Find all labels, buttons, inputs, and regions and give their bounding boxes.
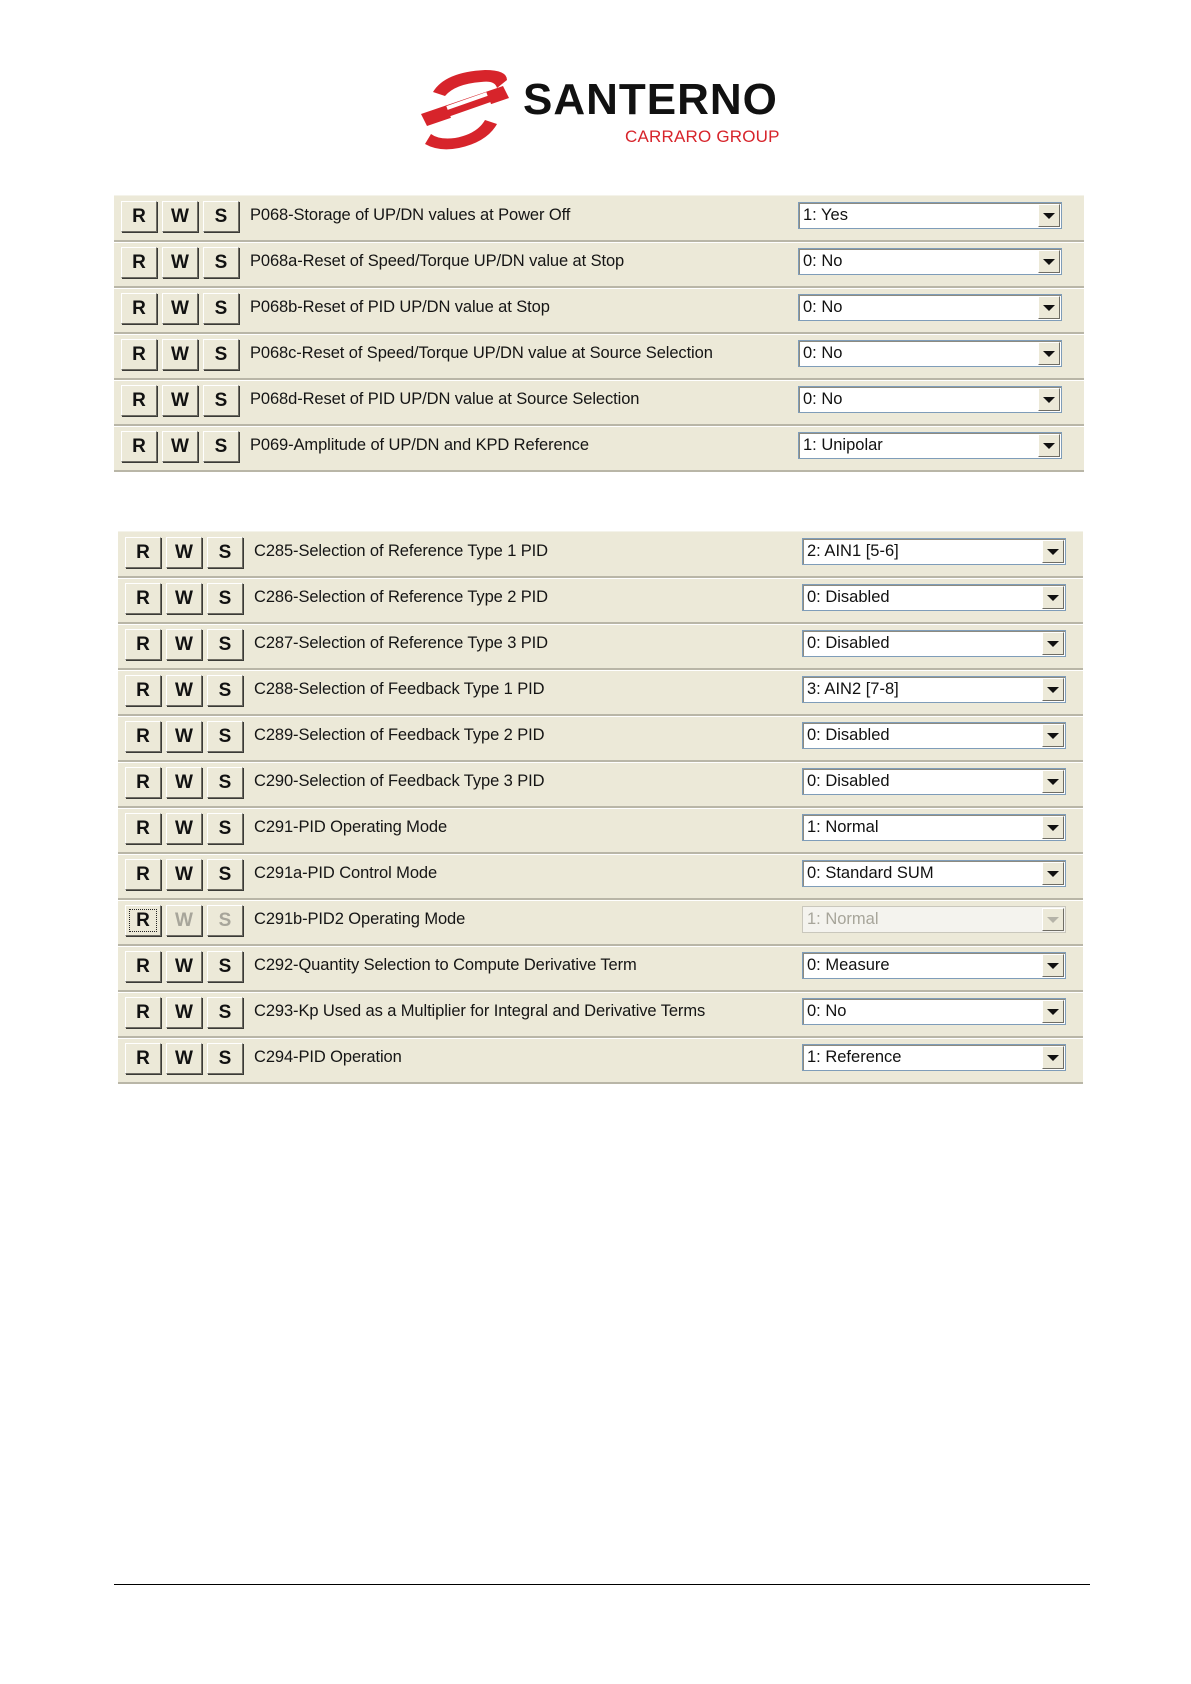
parameter-label: C293-Kp Used as a Multiplier for Integral and Derivative Terms xyxy=(254,1002,706,1020)
write-button[interactable]: W xyxy=(166,629,202,660)
read-button[interactable]: R xyxy=(121,431,157,462)
dropdown-value: 0: Disabled xyxy=(807,772,890,790)
dropdown-button[interactable] xyxy=(1042,1046,1064,1069)
dropdown-value: 3: AIN2 [7-8] xyxy=(807,680,899,698)
read-button[interactable]: R xyxy=(125,583,161,614)
save-button[interactable]: S xyxy=(207,997,243,1028)
parameter-dropdown[interactable] xyxy=(802,998,1066,1025)
chevron-down-icon xyxy=(1043,213,1055,219)
parameter-row xyxy=(118,578,1083,624)
save-button[interactable]: S xyxy=(207,537,243,568)
parameter-label: C291a-PID Control Mode xyxy=(254,864,438,882)
parameter-dropdown[interactable] xyxy=(798,202,1062,229)
write-button[interactable]: W xyxy=(166,1043,202,1074)
save-button[interactable]: S xyxy=(203,339,239,370)
save-button[interactable]: S xyxy=(207,951,243,982)
write-button[interactable]: W xyxy=(162,201,198,232)
write-button[interactable]: W xyxy=(162,293,198,324)
parameter-dropdown[interactable] xyxy=(802,952,1066,979)
parameter-label: C292-Quantity Selection to Compute Derivative Term xyxy=(254,956,637,974)
parameter-row xyxy=(118,532,1083,578)
parameter-label: P068b-Reset of PID UP/DN value at Stop xyxy=(250,298,550,316)
dropdown-button[interactable] xyxy=(1038,204,1060,227)
parameter-dropdown[interactable] xyxy=(798,294,1062,321)
parameter-row xyxy=(114,380,1084,426)
chevron-down-icon xyxy=(1047,779,1059,785)
chevron-down-icon xyxy=(1047,1055,1059,1061)
parameter-dropdown[interactable] xyxy=(798,248,1062,275)
parameter-label: C286-Selection of Reference Type 2 PID xyxy=(254,588,548,606)
dropdown-button xyxy=(1042,908,1064,931)
parameter-dropdown[interactable] xyxy=(802,768,1066,795)
chevron-down-icon xyxy=(1047,917,1059,923)
chevron-down-icon xyxy=(1047,1009,1059,1015)
read-button[interactable]: R xyxy=(121,201,157,232)
read-button[interactable]: R xyxy=(121,293,157,324)
parameter-label: C291-PID Operating Mode xyxy=(254,818,448,836)
santerno-logo-icon xyxy=(415,62,515,162)
parameter-row xyxy=(118,808,1083,854)
parameter-dropdown[interactable] xyxy=(802,630,1066,657)
dropdown-button[interactable] xyxy=(1042,816,1064,839)
parameter-dropdown[interactable] xyxy=(798,340,1062,367)
write-button[interactable]: W xyxy=(162,339,198,370)
write-button: W xyxy=(166,905,202,936)
footer-divider xyxy=(114,1584,1090,1585)
dropdown-button[interactable] xyxy=(1042,632,1064,655)
dropdown-button[interactable] xyxy=(1042,678,1064,701)
parameter-dropdown[interactable] xyxy=(802,722,1066,749)
save-button[interactable]: S xyxy=(207,767,243,798)
write-button[interactable]: W xyxy=(166,767,202,798)
dropdown-value: 1: Reference xyxy=(807,1048,902,1066)
parameter-dropdown[interactable] xyxy=(802,538,1066,565)
read-button[interactable]: R xyxy=(125,905,161,936)
dropdown-button[interactable] xyxy=(1042,862,1064,885)
read-button[interactable]: R xyxy=(125,951,161,982)
chevron-down-icon xyxy=(1047,641,1059,647)
dropdown-button[interactable] xyxy=(1038,342,1060,365)
dropdown-button[interactable] xyxy=(1038,434,1060,457)
write-button[interactable]: W xyxy=(166,583,202,614)
parameter-dropdown[interactable] xyxy=(802,1044,1066,1071)
parameter-label: P069-Amplitude of UP/DN and KPD Reference xyxy=(250,436,589,454)
dropdown-value: 0: No xyxy=(803,252,843,270)
read-button[interactable]: R xyxy=(121,247,157,278)
chevron-down-icon xyxy=(1047,687,1059,693)
read-button[interactable]: R xyxy=(125,767,161,798)
dropdown-value: 0: No xyxy=(803,298,843,316)
dropdown-button[interactable] xyxy=(1042,540,1064,563)
parameter-row xyxy=(114,242,1084,288)
dropdown-value: 1: Yes xyxy=(803,206,848,224)
chevron-down-icon xyxy=(1043,259,1055,265)
dropdown-value: 2: AIN1 [5-6] xyxy=(807,542,899,560)
read-button[interactable]: R xyxy=(121,339,157,370)
write-button[interactable]: W xyxy=(162,385,198,416)
dropdown-button[interactable] xyxy=(1042,1000,1064,1023)
write-button[interactable]: W xyxy=(166,951,202,982)
parameter-row xyxy=(118,854,1083,900)
read-button[interactable]: R xyxy=(121,385,157,416)
write-button[interactable]: W xyxy=(166,813,202,844)
dropdown-value: 0: No xyxy=(803,344,843,362)
chevron-down-icon xyxy=(1047,595,1059,601)
write-button[interactable]: W xyxy=(166,997,202,1028)
parameter-row xyxy=(114,426,1084,472)
parameter-row xyxy=(118,716,1083,762)
parameter-row xyxy=(114,288,1084,334)
parameter-dropdown[interactable] xyxy=(798,386,1062,413)
dropdown-value: 0: No xyxy=(807,1002,847,1020)
write-button[interactable]: W xyxy=(166,675,202,706)
parameter-dropdown[interactable] xyxy=(802,584,1066,611)
chevron-down-icon xyxy=(1047,549,1059,555)
read-button[interactable]: R xyxy=(125,721,161,752)
dropdown-button[interactable] xyxy=(1042,954,1064,977)
dropdown-value: 0: Standard SUM xyxy=(807,864,934,882)
parameter-label: P068a-Reset of Speed/Torque UP/DN value at Stop xyxy=(250,252,625,270)
read-button[interactable]: R xyxy=(125,629,161,660)
parameter-label: C287-Selection of Reference Type 3 PID xyxy=(254,634,548,652)
dropdown-value: 1: Normal xyxy=(807,910,879,928)
save-button[interactable]: S xyxy=(207,859,243,890)
brand-name: SANTERNO xyxy=(523,75,778,124)
parameter-label: P068d-Reset of PID UP/DN value at Source Selection xyxy=(250,390,640,408)
parameter-label: C288-Selection of Feedback Type 1 PID xyxy=(254,680,545,698)
parameter-row xyxy=(118,1038,1083,1084)
parameter-dropdown[interactable] xyxy=(802,676,1066,703)
save-button: S xyxy=(207,905,243,936)
parameter-row xyxy=(118,946,1083,992)
dropdown-button[interactable] xyxy=(1038,388,1060,411)
chevron-down-icon xyxy=(1047,963,1059,969)
dropdown-value: 0: Disabled xyxy=(807,726,890,744)
parameter-row xyxy=(118,762,1083,808)
parameter-row xyxy=(118,900,1083,946)
save-button[interactable]: S xyxy=(207,1043,243,1074)
write-button[interactable]: W xyxy=(162,247,198,278)
write-button[interactable]: W xyxy=(166,537,202,568)
save-button[interactable]: S xyxy=(207,813,243,844)
dropdown-button[interactable] xyxy=(1038,250,1060,273)
parameter-row xyxy=(118,670,1083,716)
chevron-down-icon xyxy=(1043,443,1055,449)
chevron-down-icon xyxy=(1043,397,1055,403)
write-button[interactable]: W xyxy=(166,721,202,752)
chevron-down-icon xyxy=(1047,825,1059,831)
parameter-panel-pid xyxy=(118,531,1083,1084)
dropdown-button[interactable] xyxy=(1042,724,1064,747)
read-button[interactable]: R xyxy=(125,537,161,568)
save-button[interactable]: S xyxy=(203,385,239,416)
write-button[interactable]: W xyxy=(162,431,198,462)
brand-subtitle: CARRARO GROUP xyxy=(625,127,780,146)
read-button[interactable]: R xyxy=(125,1043,161,1074)
parameter-panel-up-dn xyxy=(114,195,1084,472)
parameter-label: P068c-Reset of Speed/Torque UP/DN value at Source Selection xyxy=(250,344,713,362)
dropdown-value: 0: Disabled xyxy=(807,634,890,652)
read-button[interactable]: R xyxy=(125,675,161,706)
parameter-label: P068-Storage of UP/DN values at Power Off xyxy=(250,206,571,224)
parameter-dropdown[interactable] xyxy=(802,814,1066,841)
chevron-down-icon xyxy=(1047,733,1059,739)
chevron-down-icon xyxy=(1043,305,1055,311)
parameter-label: C291b-PID2 Operating Mode xyxy=(254,910,466,928)
write-button[interactable]: W xyxy=(166,859,202,890)
parameter-dropdown[interactable] xyxy=(802,860,1066,887)
dropdown-button[interactable] xyxy=(1038,296,1060,319)
save-button[interactable]: S xyxy=(207,675,243,706)
dropdown-value: 1: Unipolar xyxy=(803,436,883,454)
save-button[interactable]: S xyxy=(203,201,239,232)
save-button[interactable]: S xyxy=(207,583,243,614)
parameter-dropdown xyxy=(802,906,1066,933)
chevron-down-icon xyxy=(1043,351,1055,357)
parameter-label: C285-Selection of Reference Type 1 PID xyxy=(254,542,548,560)
save-button[interactable]: S xyxy=(207,721,243,752)
parameter-row xyxy=(114,334,1084,380)
parameter-row xyxy=(118,992,1083,1038)
read-button[interactable]: R xyxy=(125,859,161,890)
dropdown-button[interactable] xyxy=(1042,586,1064,609)
parameter-row xyxy=(118,624,1083,670)
brand-logo xyxy=(415,62,815,162)
save-button[interactable]: S xyxy=(207,629,243,660)
save-button[interactable]: S xyxy=(203,431,239,462)
parameter-label: C289-Selection of Feedback Type 2 PID xyxy=(254,726,545,744)
parameter-label: C290-Selection of Feedback Type 3 PID xyxy=(254,772,545,790)
read-button[interactable]: R xyxy=(125,813,161,844)
save-button[interactable]: S xyxy=(203,293,239,324)
read-button[interactable]: R xyxy=(125,997,161,1028)
save-button[interactable]: S xyxy=(203,247,239,278)
parameter-row xyxy=(114,196,1084,242)
parameter-dropdown[interactable] xyxy=(798,432,1062,459)
dropdown-value: 1: Normal xyxy=(807,818,879,836)
parameter-label: C294-PID Operation xyxy=(254,1048,402,1066)
dropdown-value: 0: Measure xyxy=(807,956,890,974)
dropdown-value: 0: Disabled xyxy=(807,588,890,606)
dropdown-value: 0: No xyxy=(803,390,843,408)
chevron-down-icon xyxy=(1047,871,1059,877)
dropdown-button[interactable] xyxy=(1042,770,1064,793)
